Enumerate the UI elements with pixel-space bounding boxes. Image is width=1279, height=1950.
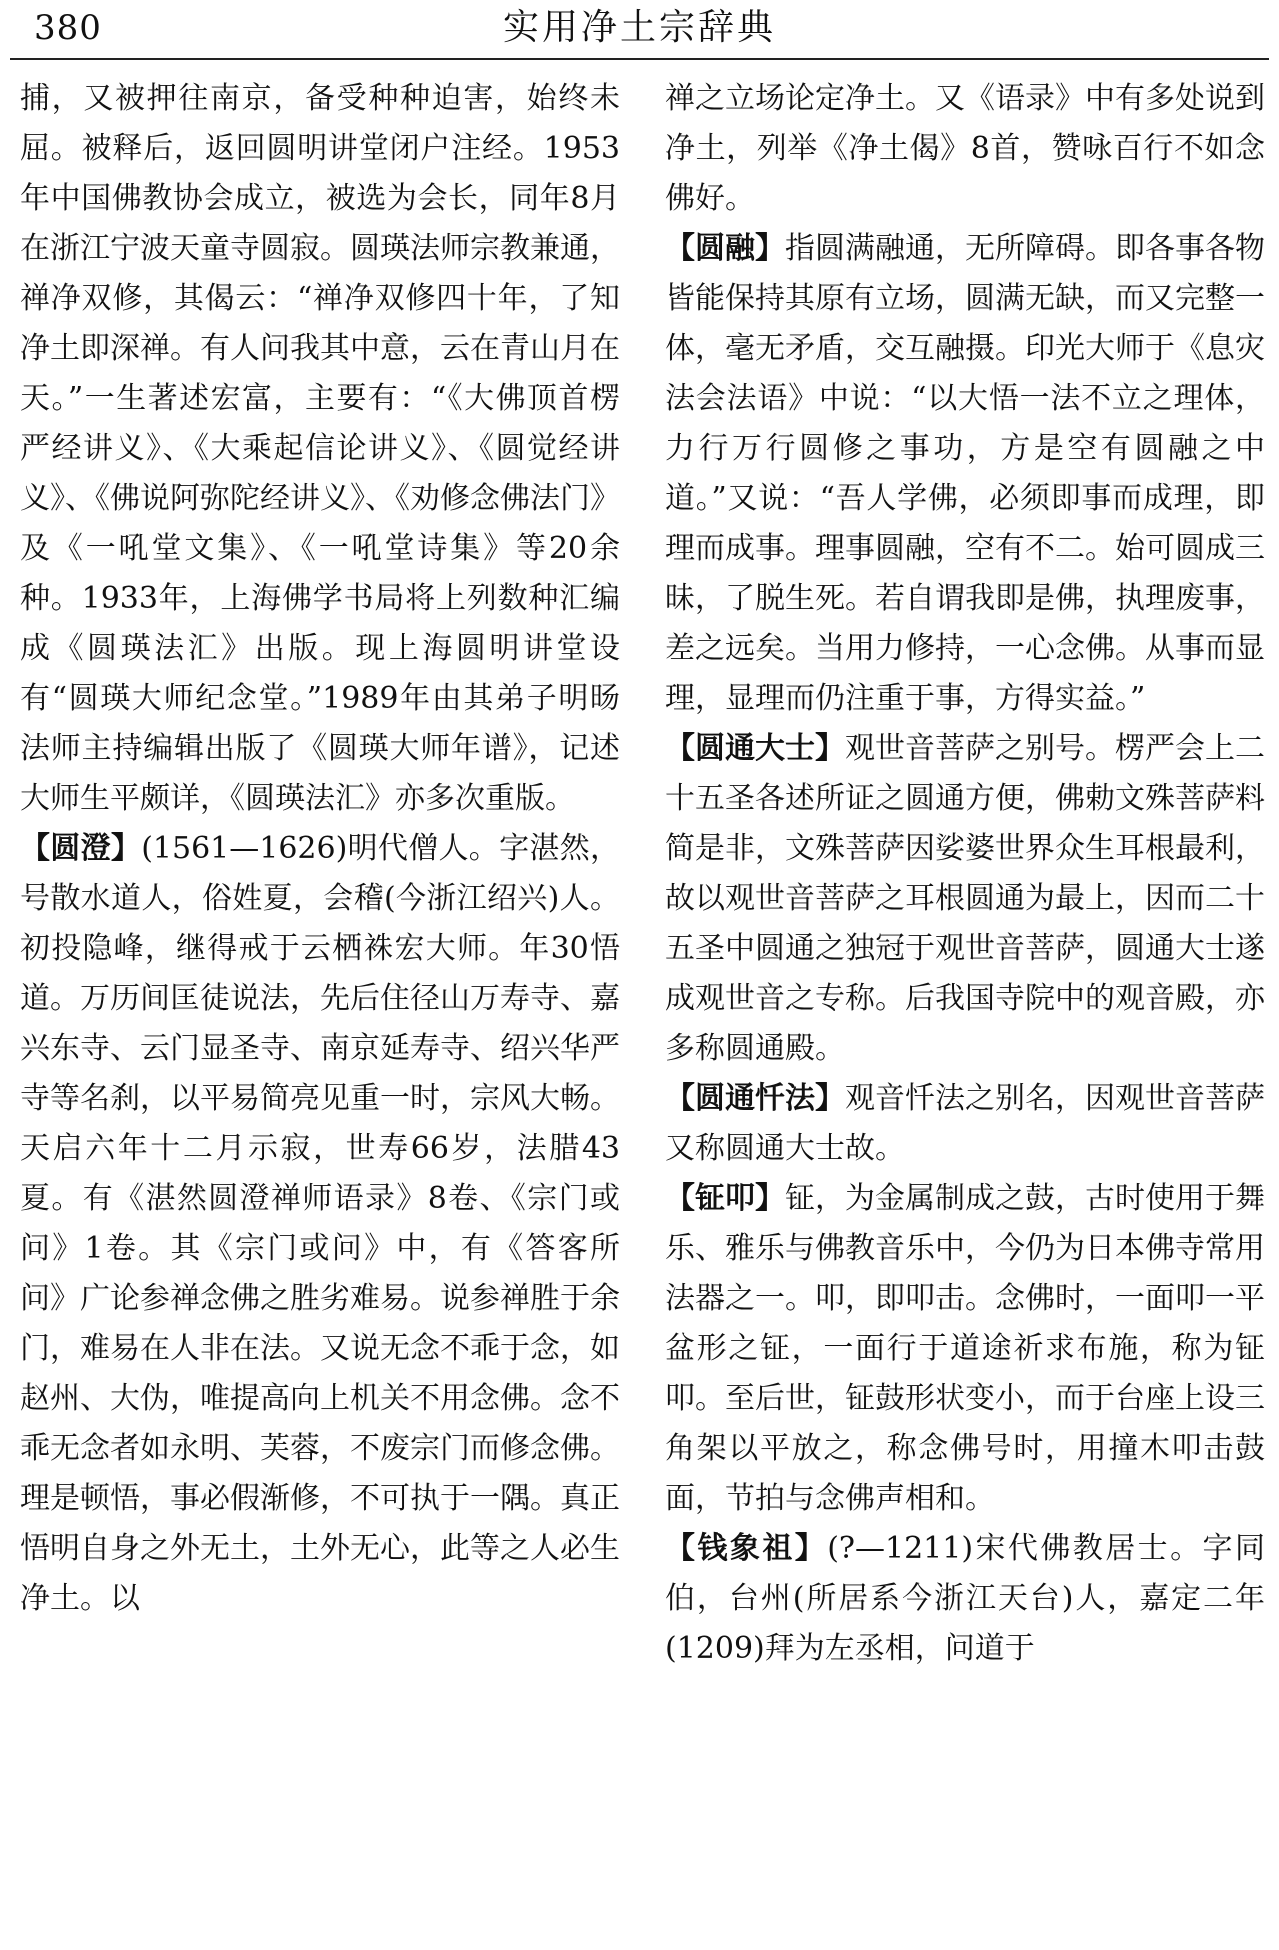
entry-yuantong-chanfa (665, 1074, 1265, 1174)
entry-qian-xiangzu (665, 1524, 1265, 1674)
header-rule (10, 58, 1269, 60)
entry-headword: 【钲叩】 (665, 1181, 785, 1216)
entry-continuation (20, 74, 620, 824)
page-number: 380 (34, 8, 102, 48)
entry-headword: 【钱象祖】 (665, 1531, 828, 1566)
entry-yuanrong (665, 224, 1265, 724)
entry-yuancheng (20, 824, 620, 1624)
entry-headword: 【圆澄】 (20, 831, 142, 866)
entry-text: 禅之立场论定净土。又《语录》中有多处说到净土，列举《净土偈》8首，赞咏百行不如念佛好。 (665, 81, 1265, 216)
entry-text: 观音忏法之别名，因观世音菩萨又称圆通大士故。 (665, 1081, 1265, 1166)
page-header (0, 0, 1279, 62)
entry-text: 观世音菩萨之别号。楞严会上二十五圣各述所证之圆通方便，佛勅文殊菩萨料简是非，文殊菩萨因娑婆世界众生耳根最利，故以观世音菩萨之耳根圆通为最上，因而二十五圣中圆通之独冠于观世音菩萨，圆通大士遂成观世音之专称。后我国寺院中的观音殿，亦多称圆通殿。 (665, 731, 1265, 1066)
right-column (665, 74, 1265, 1944)
entry-text: 指圆满融通，无所障碍。即各事各物皆能保持其原有立场，圆满无缺，而又完整一体，毫无矛盾，交互融摄。印光大师于《息灾法会法语》中说：“以大悟一法不立之理体，力行万行圆修之事功，方是空有圆融之中道。”又说：“吾人学佛，必须即事而成理，即理而成事。理事圆融，空有不二。始可圆成三昧，了脱生死。若自谓我即是佛，执理废事，差之远矣。当用力修持，一心念佛。从事而显理，显理而仍注重于事，方得实益。” (665, 231, 1265, 716)
entry-continuation (665, 74, 1265, 224)
entry-text: 捕，又被押往南京，备受种种迫害，始终未屈。被释后，返回圆明讲堂闭户注经。1953年中国佛教协会成立，被选为会长，同年8月在浙江宁波天童寺圆寂。圆瑛法师宗教兼通，禅净双修，其偈云：“禅净双修四十年，了知净土即深禅。有人问我其中意，云在青山月在天。”一生著述宏富，主要有：“《大佛顶首楞严经讲义》、《大乘起信论讲义》、《圆觉经讲义》、《佛说阿弥陀经讲义》、《劝修念佛法门》及《一吼堂文集》、《一吼堂诗集》等20余种。1933年，上海佛学书局将上列数种汇编成《圆瑛法汇》出版。现上海圆明讲堂设有“圆瑛大师纪念堂。”1989年由其弟子明旸法师主持编辑出版了《圆瑛大师年谱》，记述大师生平颇详，《圆瑛法汇》亦多次重版。 (20, 81, 620, 816)
entry-text: (?—1211)宋代佛教居士。字同伯，台州(所居系今浙江天台)人，嘉定二年(1209)拜为左丞相，问道于 (665, 1531, 1265, 1666)
entry-headword: 【圆通大士】 (665, 731, 845, 766)
entry-text: (1561—1626)明代僧人。字湛然，号散水道人，俗姓夏，会稽(今浙江绍兴)人。初投隐峰，继得戒于云栖袾宏大师。年30悟道。万历间匡徒说法，先后住径山万寿寺、嘉兴东寺、云门显圣寺、南京延寿寺、绍兴华严寺等名刹，以平易简亮见重一时，宗风大畅。天启六年十二月示寂，世寿66岁，法腊43夏。有《湛然圆澄禅师语录》8卷、《宗门或问》1卷。其《宗门或问》中，有《答客所问》广论参禅念佛之胜劣难易。说参禅胜于余门，难易在人非在法。又说无念不乖于念，如赵州、大伪，唯提高向上机关不用念佛。念不乖无念者如永明、芙蓉，不废宗门而修念佛。理是顿悟，事必假渐修，不可执于一隅。真正悟明自身之外无土，土外无心，此等之人必生净土。以 (20, 831, 620, 1616)
left-column (20, 74, 620, 1944)
entry-text: 钲，为金属制成之鼓，古时使用于舞乐、雅乐与佛教音乐中，今仍为日本佛寺常用法器之一。叩，即叩击。念佛时，一面叩一平盆形之钲，一面行于道途祈求布施，称为钲叩。至后世，钲鼓形状变小，而于台座上设三角架以平放之，称念佛号时，用撞木叩击鼓面，节拍与念佛声相和。 (665, 1181, 1265, 1516)
entry-headword: 【圆融】 (665, 231, 785, 266)
entry-yuantong-dashi (665, 724, 1265, 1074)
entry-zhengkou (665, 1174, 1265, 1524)
running-title: 实用净土宗辞典 (502, 7, 776, 48)
entry-headword: 【圆通忏法】 (665, 1081, 845, 1116)
